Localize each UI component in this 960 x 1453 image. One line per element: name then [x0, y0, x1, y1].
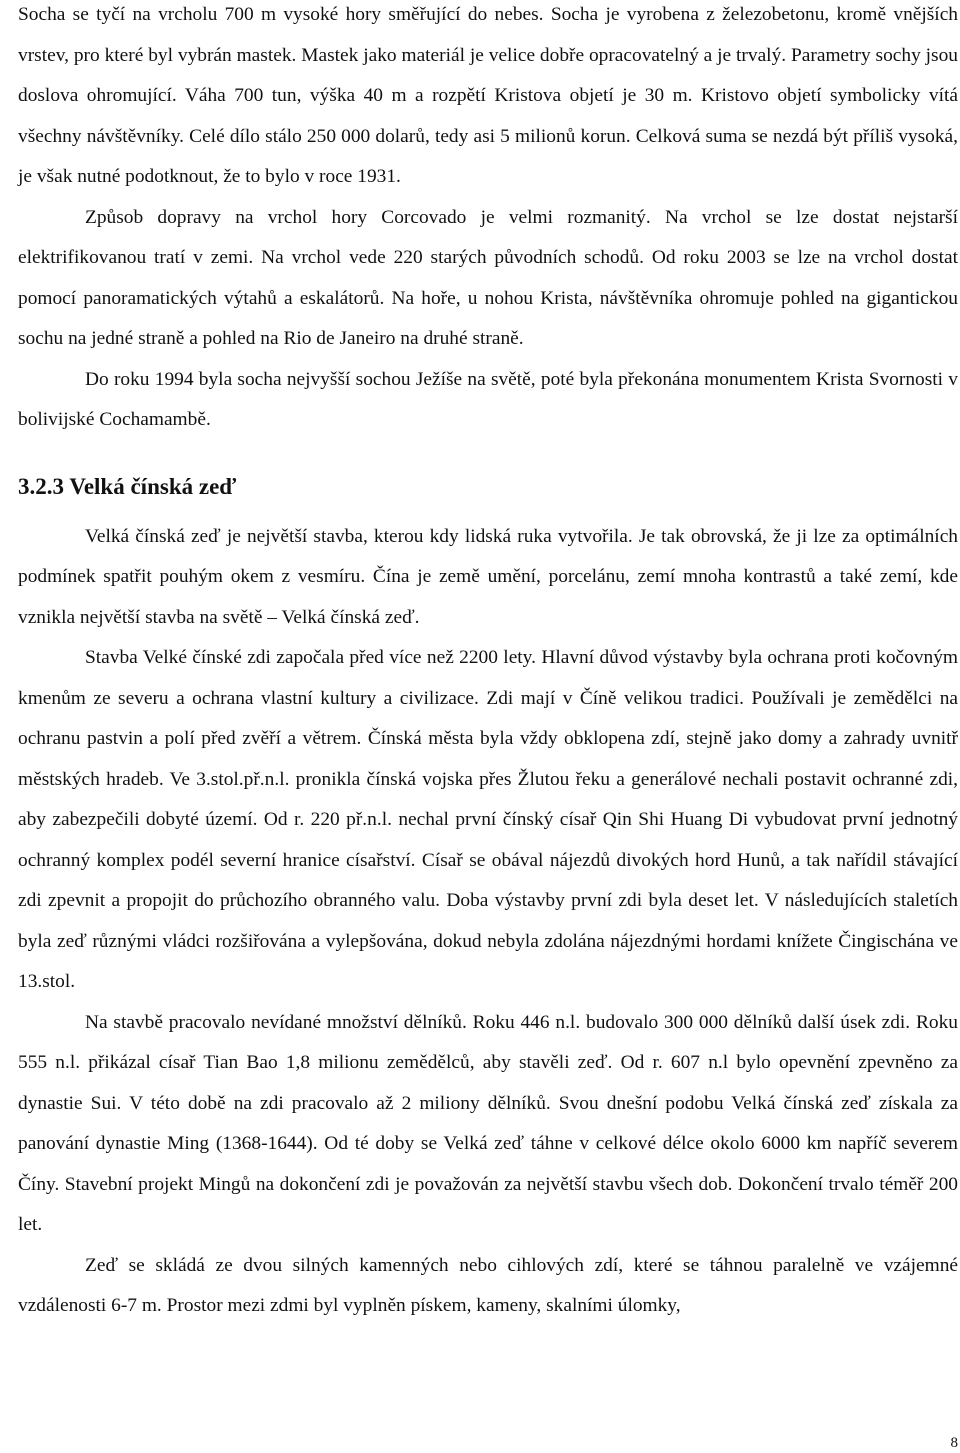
paragraph-wall-history: Stavba Velké čínské zdi započala před více než 2200 lety. Hlavní důvod výstavby byla ochrana proti kočovným kmenům ze severu a ochrana vlastní kultury a civilizace. Zdi mají v Číně velikou tradici. Používali je zemědělci na ochranu pastvin a polí před zvěří a větrem. Čínská města byla vždy obklopena zdí, stejně jako domy a zahrady uvnitř městských hradeb. Ve 3.stol.př.n.l. pronikla čínská vojska přes Žlutou řeku a generálové nechali postavit ochranné zdi, aby zabezpečili dobyté území. Od r. 220 př.n.l. nechal první čínský císař Qin Shi Huang Di vybudovat první jednotný ochranný komplex podél severní hranice císařství. Císař se obával nájezdů divokých hord Hunů, a tak nařídil stávající zdi zpevnit a propojit do průchozího obranného valu. Doba výstavby první zdi byla deset let. V následujících staletích byla zeď různými vládci rozšiřována a vylepšována, dokud nebyla zdolána nájezdnými hordami knížete Čingischána ve 13.stol. [18, 647, 958, 992]
paragraph-wall-structure: Zeď se skládá ze dvou silných kamenných nebo cihlových zdí, které se táhnou paralelně ve vzájemné vzdálenosti 6-7 m. Prostor mezi zdmi byl vyplněn pískem, kameny, skalními úlomky, [18, 1254, 958, 1316]
paragraph-wall-intro: Velká čínská zeď je největší stavba, kterou kdy lidská ruka vytvořila. Je tak obrovská, že ji lze za optimálních podmínek spatřit pouhým okem z vesmíru. Čína je země umění, porcelánu, zemí mnoha kontrastů a také zemí, kde vznikla největší stavba na světě – Velká čínská zeď. [18, 525, 958, 628]
page-number: 8 [950, 1435, 958, 1451]
paragraph-statue-description: Socha se tyčí na vrcholu 700 m vysoké hory směřující do nebes. Socha je vyrobena z železobetonu, kromě vnějších vrstev, pro které byl vybrán mastek. Mastek jako materiál je velice dobře opracovatelný a je trvalý. Parametry sochy jsou doslova ohromující. Váha 700 tun, výška 40 m a rozpětí Kristova objetí je 30 m. Kristovo objetí symbolicky vítá všechny návštěvníky. Celé dílo stálo 250 000 dolarů, tedy asi 5 milionů korun. Celková suma se nezdá být příliš vysoká, je však nutné podotknout, že to bylo v roce 1931. [18, 4, 958, 187]
paragraph-wall-workers: Na stavbě pracovalo nevídané množství dělníků. Roku 446 n.l. budovalo 300 000 dělníků další úsek zdi. Roku 555 n.l. přikázal císař Tian Bao 1,8 milionu zemědělců, aby stavěli zeď. Od r. 607 n.l bylo opevnění zpevněno za dynastie Sui. V této době na zdi pracovalo až 2 miliony dělníků. Svou dnešní podobu Velká čínská zeď získala za panování dynastie Ming (1368-1644). Od té doby se Velká zeď táhne v celkové délce okolo 6000 km napříč severem Číny. Stavební projekt Mingů na dokončení zdi je považován za největší stavbu všech dob. Dokončení trvalo téměř 200 let. [18, 1011, 958, 1235]
document-page [18, 0, 958, 1327]
paragraph-transport: Způsob dopravy na vrchol hory Corcovado je velmi rozmanitý. Na vrchol se lze dostat nejstarší elektrifikovanou tratí v zemi. Na vrchol vede 220 starých původních schodů. Od roku 2003 se lze na vrchol dostat pomocí panoramatických výtahů a eskalátorů. Na hoře, u nohou Krista, návštěvníka ohromuje pohled na gigantickou sochu na jedné straně a pohled na Rio de Janeiro na druhé straně. [18, 206, 958, 349]
section-heading: 3.2.3 Velká čínská zeď [18, 473, 237, 499]
paragraph-record: Do roku 1994 byla socha nejvyšší sochou Ježíše na světě, poté byla překonána monumentem Krista Svornosti v bolivijské Cochamambě. [18, 368, 958, 430]
